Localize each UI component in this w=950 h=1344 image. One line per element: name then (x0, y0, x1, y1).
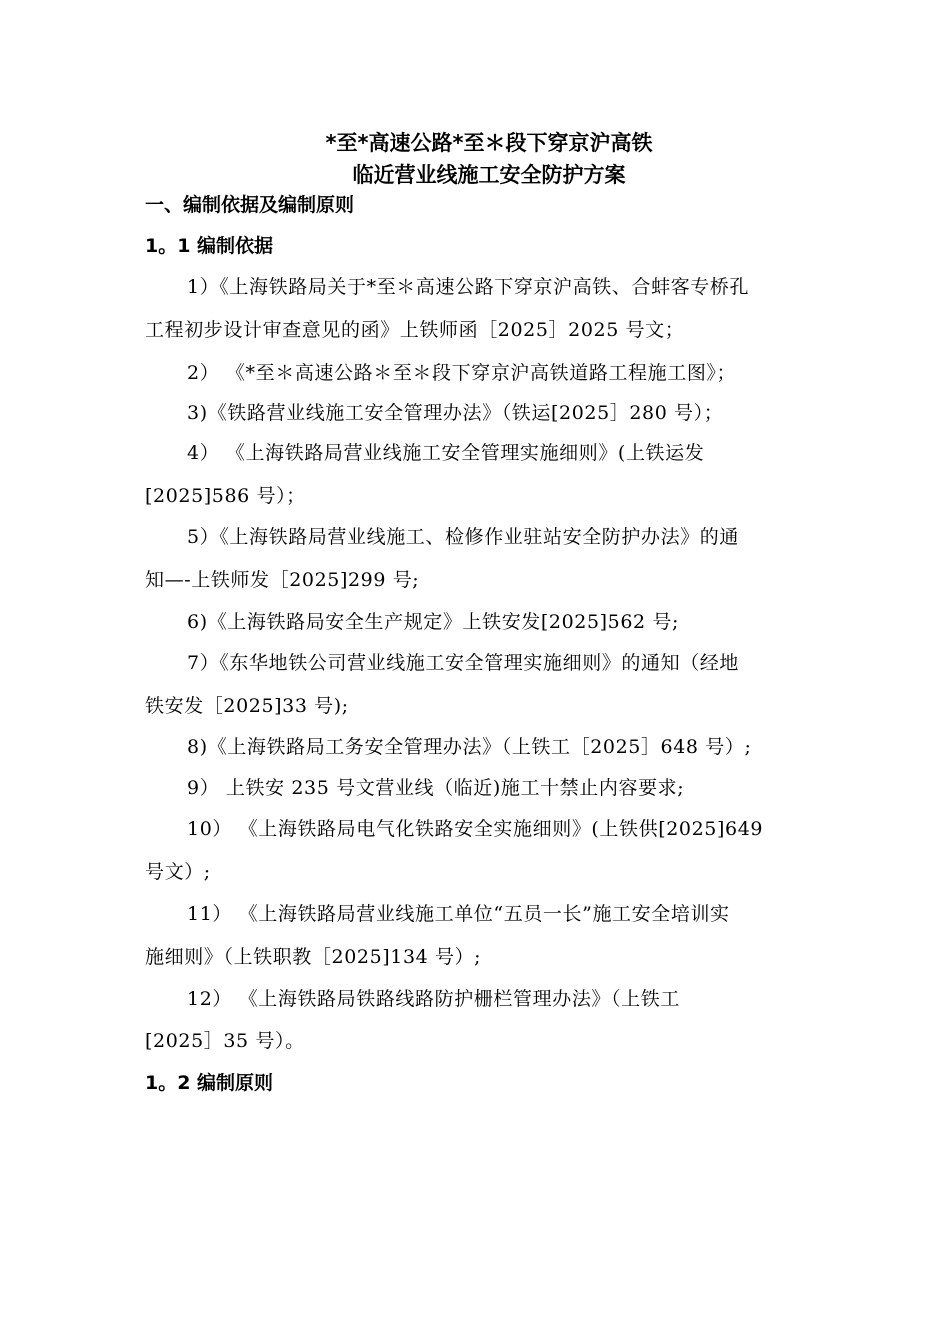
basis-item-10-line-2: 号文）; (145, 861, 211, 883)
basis-item-8-line-1: 8)《上海铁路局工务安全管理办法》（上铁工［2025］648 号）; (187, 736, 752, 758)
basis-item-4-line-2: [2025]586 号）； (145, 485, 306, 507)
document-title-line-1: *至*高速公路*至＊段下穿京沪高铁 (325, 131, 653, 155)
basis-item-5-line-2: 知—-上铁师发［2025]299 号; (145, 569, 420, 591)
basis-item-1-line-2: 工程初步设计审查意见的函》上铁师函［2025］2025 号文； (145, 319, 685, 341)
basis-item-5-line-1: 5）《上海铁路局营业线施工、检修作业驻站安全防护办法》的通 (187, 526, 739, 548)
basis-item-7-line-1: 7）《东华地铁公司营业线施工安全管理实施细则》的通知（经地 (187, 652, 739, 674)
basis-item-12-line-2: [2025］35 号）。 (145, 1030, 305, 1052)
basis-item-11-line-1: 11） 《上海铁路局营业线施工单位“五员一长”施工安全培训实 (187, 903, 730, 925)
basis-item-2-line-1: 2） 《*至＊高速公路＊至＊段下穿京沪高铁道路工程施工图》； (187, 362, 737, 384)
basis-item-3-line-1: 3)《铁路营业线施工安全管理办法》（铁运[2025］280 号）； (187, 402, 724, 424)
basis-item-12-line-1: 12） 《上海铁路局铁路线路防护栅栏管理办法》（上铁工 (187, 988, 680, 1010)
basis-item-7-line-2: 铁安发［2025]33 号); (145, 695, 349, 717)
basis-item-11-line-2: 施细则》（上铁职教［2025]134 号）; (145, 946, 482, 968)
basis-item-6-line-1: 6)《上海铁路局安全生产规定》上铁安发[2025]562 号; (187, 611, 679, 633)
subsection-heading-1-1: 1。1 编制依据 (145, 235, 274, 257)
subsection-heading-1-2: 1。2 编制原则 (145, 1072, 274, 1094)
basis-item-4-line-1: 4） 《上海铁路局营业线施工安全管理实施细则》(上铁运发 (187, 442, 705, 464)
basis-item-10-line-1: 10） 《上海铁路局电气化铁路安全实施细则》(上铁供[2025]649 (187, 818, 764, 840)
basis-item-1-line-1: 1）《上海铁路局关于*至＊高速公路下穿京沪高铁、合蚌客专桥孔 (187, 276, 750, 298)
section-heading-1: 一、编制依据及编制原则 (145, 194, 355, 216)
document-title-line-2: 临近营业线施工安全防护方案 (352, 163, 626, 187)
basis-item-9-line-1: 9） 上铁安 235 号文营业线（临近)施工十禁止内容要求; (187, 777, 685, 799)
